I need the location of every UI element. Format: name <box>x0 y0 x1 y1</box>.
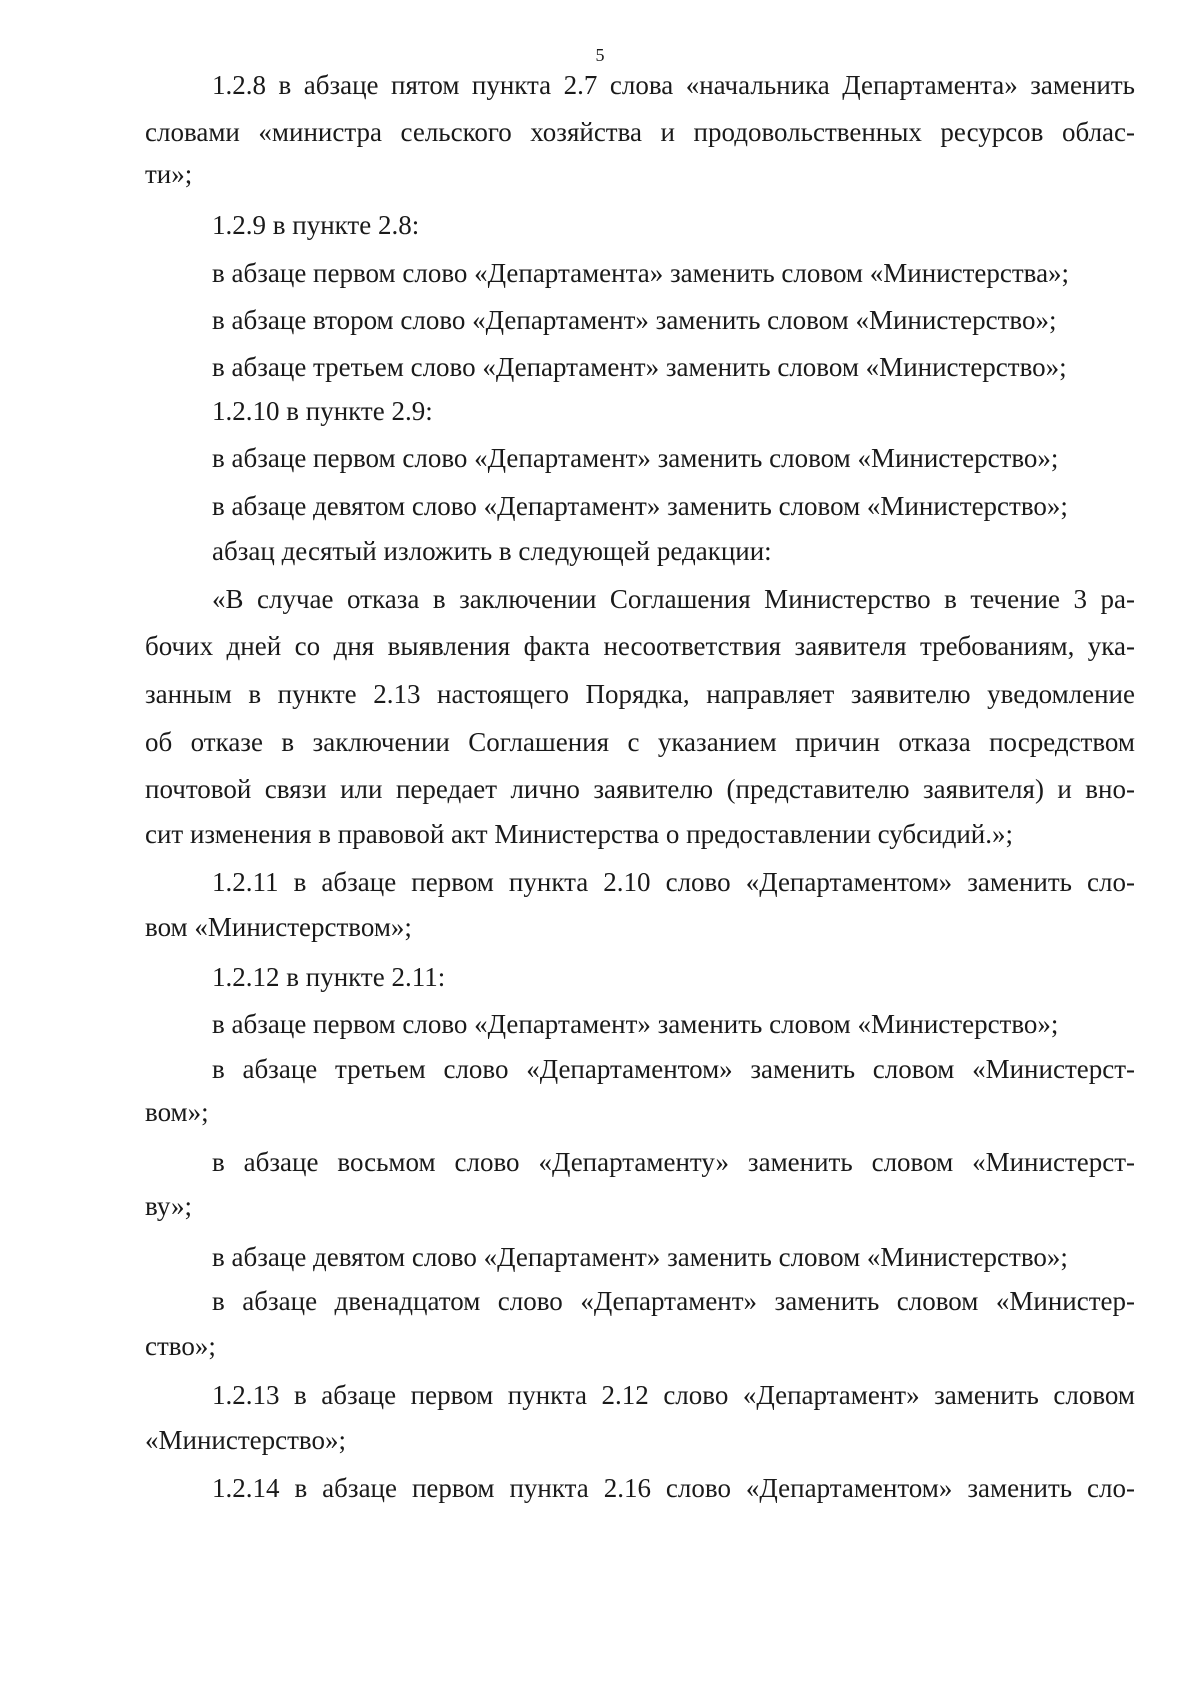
text-line: в абзаце первом слово «Департамент» заменить словом «Министерство»; <box>212 1009 1059 1039</box>
text-line: в абзаце первом слово «Департамента» заменить словом «Министерства»; <box>212 258 1070 288</box>
text-line: в абзаце девятом слово «Департамент» заменить словом «Министерство»; <box>212 1242 1068 1272</box>
text-line: в абзаце восьмом слово «Департаменту» заменить словом «Министерст- <box>212 1147 1135 1177</box>
text-line: в абзаце двенадцатом слово «Департамент» заменить словом «Министер- <box>212 1286 1135 1316</box>
text-line: в абзаце третьем слово «Департаментом» заменить словом «Министерст- <box>212 1054 1135 1084</box>
text-line: сит изменения в правовой акт Министерства о предоставлении субсидий.»; <box>145 819 1013 849</box>
text-line: занным в пункте 2.13 настоящего Порядка, направляет заявителю уведомление <box>145 679 1135 709</box>
text-line: 1.2.9 в пункте 2.8: <box>212 210 420 240</box>
text-line: ву»; <box>145 1191 192 1221</box>
text-line: вом»; <box>145 1097 209 1127</box>
page-number: 5 <box>595 45 605 65</box>
text-line: ство»; <box>145 1331 216 1361</box>
text-line: бочих дней со дня выявления факта несоответствия заявителя требованиям, ука- <box>145 631 1135 661</box>
text-line: 1.2.11 в абзаце первом пункта 2.10 слово «Департаментом» заменить сло- <box>212 867 1135 897</box>
text-line: ти»; <box>145 159 193 189</box>
text-line: об отказе в заключении Соглашения с указанием причин отказа посредством <box>145 727 1135 757</box>
text-line: «Министерство»; <box>145 1425 346 1455</box>
text-line: абзац десятый изложить в следующей редакции: <box>212 536 772 566</box>
text-line: 1.2.10 в пункте 2.9: <box>212 396 433 426</box>
text-line: 1.2.12 в пункте 2.11: <box>212 962 446 992</box>
text-line: 1.2.14 в абзаце первом пункта 2.16 слово «Департаментом» заменить сло- <box>212 1473 1135 1503</box>
text-line: 1.2.13 в абзаце первом пункта 2.12 слово «Департамент» заменить словом <box>212 1380 1135 1410</box>
text-line: словами «министра сельского хозяйства и продовольственных ресурсов облас- <box>145 117 1135 147</box>
text-line: почтовой связи или передает лично заявителю (представителю заявителя) и вно- <box>145 774 1135 804</box>
text-line: в абзаце третьем слово «Департамент» заменить словом «Министерство»; <box>212 352 1067 382</box>
text-line: в абзаце девятом слово «Департамент» заменить словом «Министерство»; <box>212 491 1068 521</box>
text-line: в абзаце первом слово «Департамент» заменить словом «Министерство»; <box>212 443 1059 473</box>
text-line: 1.2.8 в абзаце пятом пункта 2.7 слова «начальника Департамента» заменить <box>212 70 1135 100</box>
text-line: «В случае отказа в заключении Соглашения Министерство в течение 3 ра- <box>212 584 1135 614</box>
text-line: вом «Министерством»; <box>145 912 412 942</box>
text-line: в абзаце втором слово «Департамент» заменить словом «Министерство»; <box>212 305 1057 335</box>
